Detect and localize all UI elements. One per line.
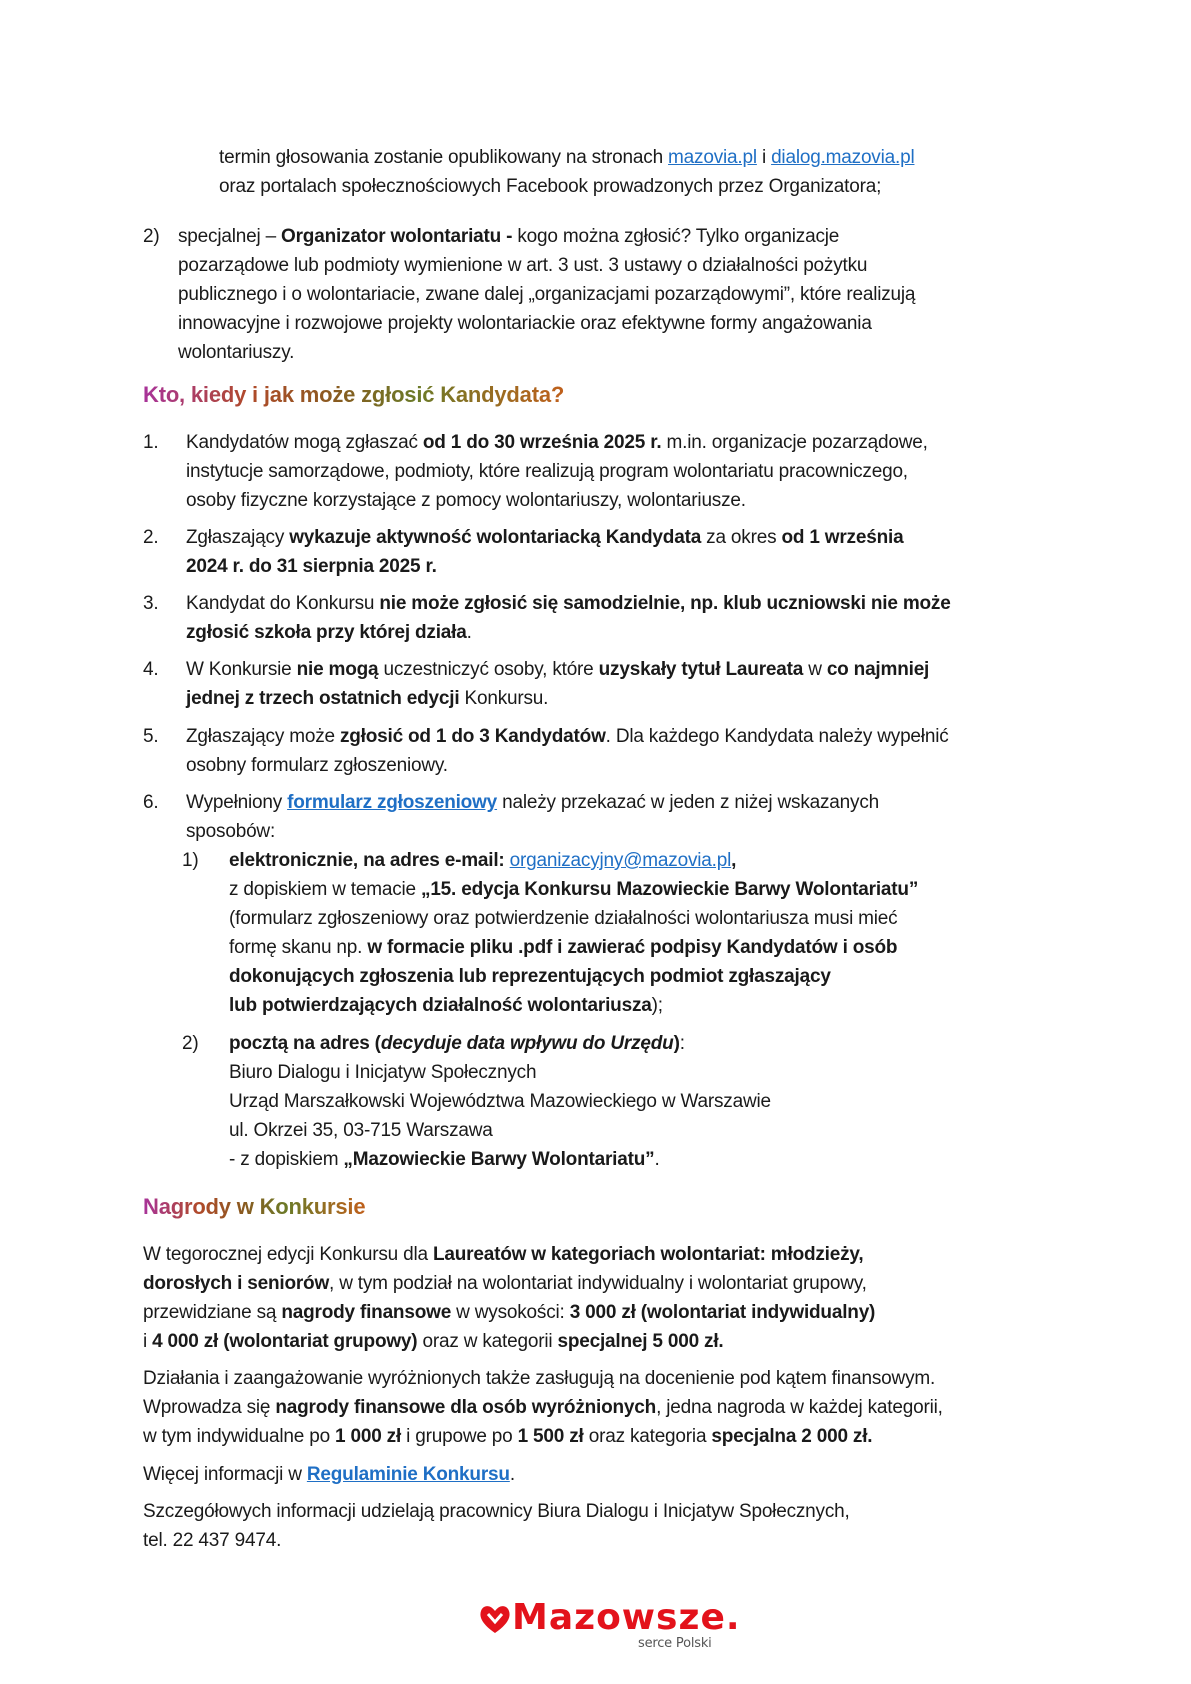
item2-line-2: 2024 r. do 31 sierpnia 2025 r. xyxy=(186,556,437,577)
contact-line-2: tel. 22 437 9474. xyxy=(143,1530,282,1551)
regulations-link[interactable]: Regulaminie Konkursu xyxy=(306,1464,510,1485)
sub1-line-2: z dopiskiem w temacie „15. edycja Konkursu Mazowieckie Barwy Wolontariatu” xyxy=(229,879,919,900)
item3-line-2: zgłosić szkoła przy której działa. xyxy=(186,622,472,643)
dialog-mazovia-link[interactable]: dialog.mazovia.pl xyxy=(771,147,915,168)
sub-list-number: 2) xyxy=(182,1033,199,1054)
sub1-line-4: formę skanu np. w formacie pliku .pdf i zawierać podpisy Kandydatów i osób xyxy=(229,937,898,958)
item1-line-1: Kandydatów mogą zgłaszać od 1 do 30 września 2025 r. m.in. organizacje pozarządowe, xyxy=(186,432,928,453)
sub-list-number: 1) xyxy=(182,850,199,871)
mazowsze-logo xyxy=(478,1597,741,1658)
list-number: 3. xyxy=(143,593,159,614)
sub1-line-5: dokonujących zgłoszenia lub reprezentujących podmiot zgłaszający xyxy=(229,966,831,987)
special-line-3: publicznego i o wolontariacie, zwane dalej „organizacjami pozarządowymi”, które realizują xyxy=(178,284,916,305)
contact-line-1: Szczegółowych informacji udzielają pracownicy Biura Dialogu i Inicjatyw Społecznych, xyxy=(143,1501,850,1522)
item4-line-1: W Konkursie nie mogą uczestniczyć osoby, które uzyskały tytuł Laureata w co najmniej xyxy=(186,659,930,680)
list-number: 5. xyxy=(143,726,159,747)
prizes-p2-line-3: w tym indywidualne po 1 000 zł i grupowe po 1 500 zł oraz kategoria specjalna 2 000 zł. xyxy=(143,1426,873,1447)
list-number: 2. xyxy=(143,527,159,548)
mazovia-link[interactable]: mazovia.pl xyxy=(668,147,757,168)
prizes-p3: Więcej informacji w Regulaminie Konkursu. xyxy=(143,1464,515,1485)
item6-line-1: Wypełniony formularz zgłoszeniowy należy przekazać w jeden z niżej wskazanych xyxy=(186,792,879,813)
special-line-1: specjalnej – Organizator wolontariatu - kogo można zgłosić? Tylko organizacje xyxy=(178,226,840,247)
special-line-2: pozarządowe lub podmioty wymienione w art. 3 ust. 3 ustawy o działalności pożytku xyxy=(178,255,868,276)
logo-wordmark: Mazowsze. xyxy=(512,1597,741,1638)
item5-line-2: osobny formularz zgłoszeniowy. xyxy=(186,755,448,776)
item5-line-1: Zgłaszający może zgłosić od 1 do 3 Kandydatów. Dla każdego Kandydata należy wypełnić xyxy=(186,726,949,747)
section-heading-who-when-how: Kto, kiedy i jak może zgłosić Kandydata? xyxy=(143,380,564,410)
intro-line-1: termin głosowania zostanie opublikowany na stronach mazovia.pl i dialog.mazovia.pl xyxy=(219,147,915,168)
item1-line-3: osoby fizyczne korzystające z pomocy wolontariuszy, wolontariusze. xyxy=(186,490,746,511)
sub2-line-2: Biuro Dialogu i Inicjatyw Społecznych xyxy=(229,1062,537,1083)
list-number: 1. xyxy=(143,432,159,453)
prizes-p1-line-1: W tegorocznej edycji Konkursu dla Laureatów w kategoriach wolontariat: młodzieży, xyxy=(143,1244,864,1265)
sub2-line-3: Urząd Marszałkowski Województwa Mazowieckiego w Warszawie xyxy=(229,1091,771,1112)
intro-line-2: oraz portalach społecznościowych Facebook prowadzonych przez Organizatora; xyxy=(219,176,882,197)
prizes-p1-line-4: i 4 000 zł (wolontariat grupowy) oraz w kategorii specjalnej 5 000 zł. xyxy=(143,1331,724,1352)
list-number: 2) xyxy=(143,226,160,247)
list-number: 6. xyxy=(143,792,159,813)
sub2-line-4: ul. Okrzei 35, 03-715 Warszawa xyxy=(229,1120,493,1141)
item6-line-2: sposobów: xyxy=(186,821,276,842)
sub2-line-5: - z dopiskiem „Mazowieckie Barwy Wolontariatu”. xyxy=(229,1149,660,1170)
prizes-p2-line-2: Wprowadza się nagrody finansowe dla osób wyróżnionych, jedna nagroda w każdej kategorii, xyxy=(143,1397,943,1418)
item2-line-1: Zgłaszający wykazuje aktywność wolontariacką Kandydata za okres od 1 września xyxy=(186,527,904,548)
prizes-p1-line-2: dorosłych i seniorów, w tym podział na wolontariat indywidualny i wolontariat grupowy, xyxy=(143,1273,867,1294)
special-line-5: wolontariuszy. xyxy=(178,342,295,363)
email-link[interactable]: organizacyjny@mazovia.pl xyxy=(509,850,732,871)
list-number: 4. xyxy=(143,659,159,680)
prizes-p2-line-1: Działania i zaangażowanie wyróżnionych także zasługują na docenienie pod kątem finansowym. xyxy=(143,1368,936,1389)
sub1-line-6: lub potwierdzających działalność wolontariusza); xyxy=(229,995,663,1016)
sub2-line-1: pocztą na adres (decyduje data wpływu do Urzędu): xyxy=(229,1033,685,1054)
sub1-line-3: (formularz zgłoszeniowy oraz potwierdzenie działalności wolontariusza musi mieć xyxy=(229,908,898,929)
item1-line-2: instytucje samorządowe, podmioty, które realizują program wolontariatu pracowniczego, xyxy=(186,461,908,482)
sub1-line-1: elektronicznie, na adres e-mail: organizacyjny@mazovia.pl, xyxy=(229,850,737,871)
special-line-4: innowacyjne i rozwojowe projekty wolontariackie oraz efektywne formy angażowania xyxy=(178,313,872,334)
logo-tagline: serce Polski xyxy=(638,1636,712,1651)
item3-line-1: Kandydat do Konkursu nie może zgłosić się samodzielnie, np. klub uczniowski nie może xyxy=(186,593,951,614)
item4-line-2: jednej z trzech ostatnich edycji Konkursu. xyxy=(186,688,549,709)
prizes-p1-line-3: przewidziane są nagrody finansowe w wysokości: 3 000 zł (wolontariat indywidualny) xyxy=(143,1302,876,1323)
section-heading-prizes: Nagrody w Konkursie xyxy=(143,1192,365,1222)
heart-icon xyxy=(478,1602,512,1636)
application-form-link[interactable]: formularz zgłoszeniowy xyxy=(287,792,498,813)
